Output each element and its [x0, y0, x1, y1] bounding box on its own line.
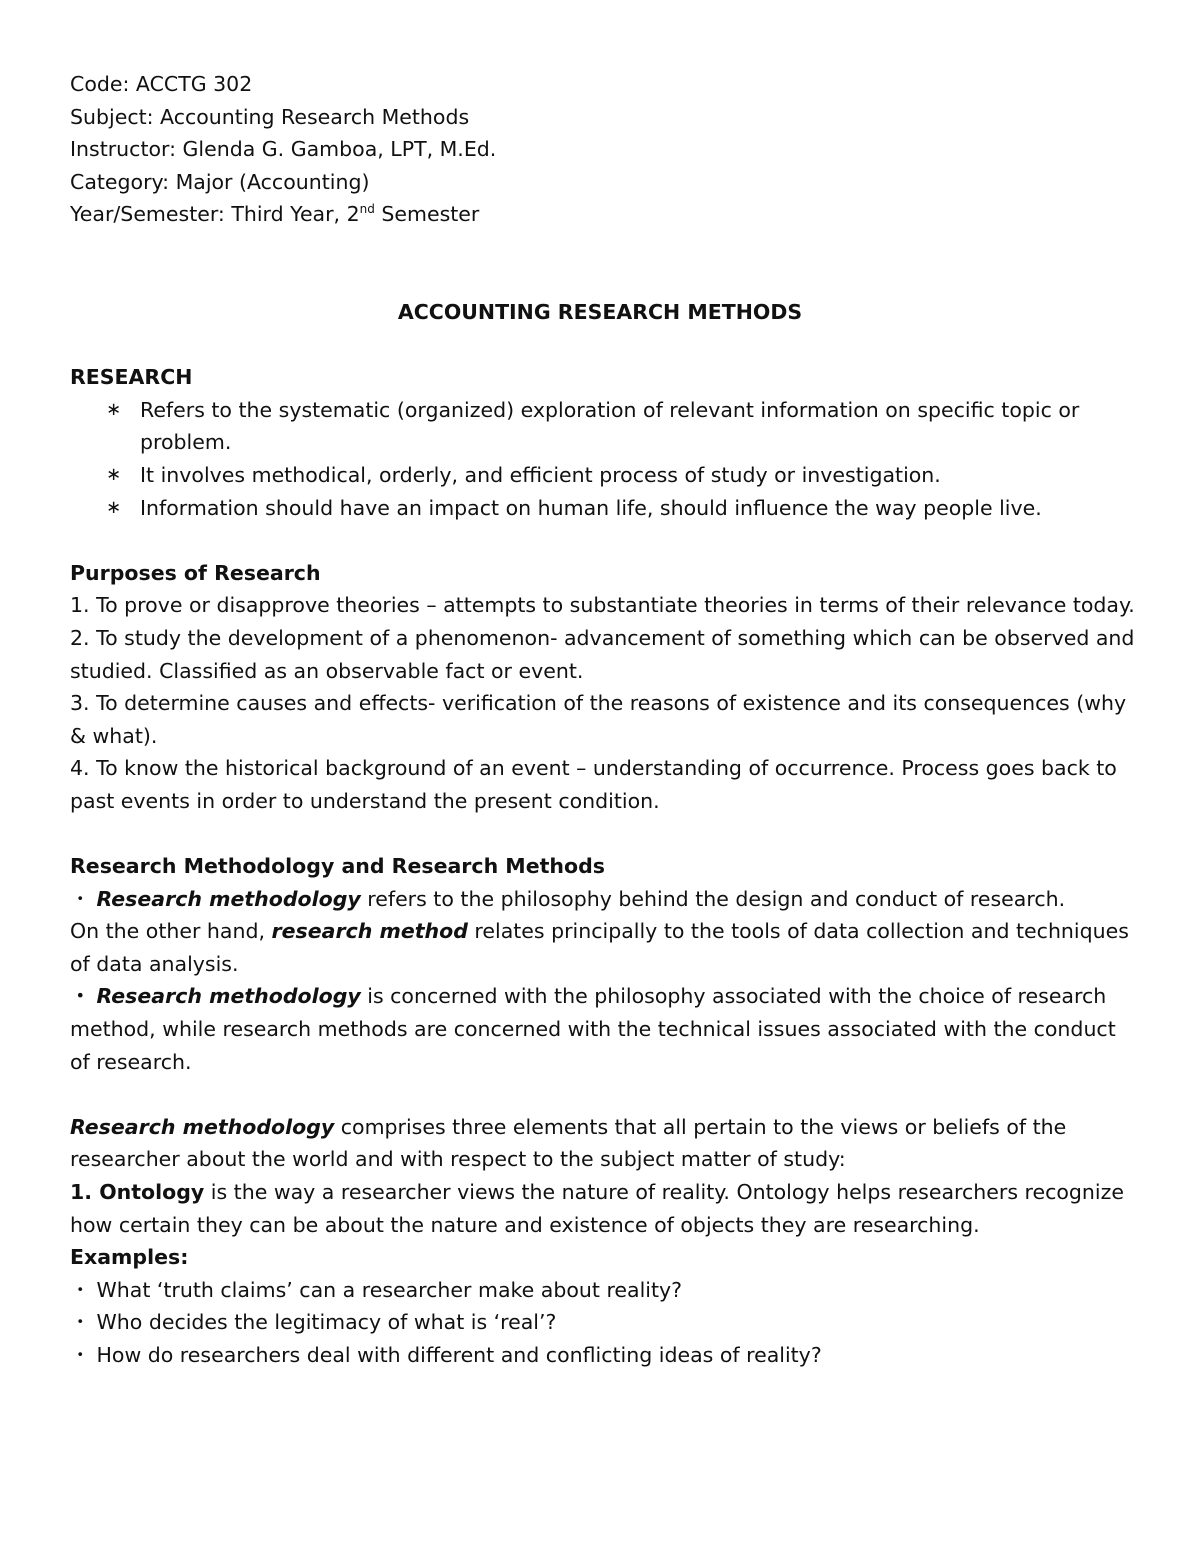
methodology-section [70, 850, 1135, 1078]
methodology-paragraph-3 [70, 980, 1135, 1078]
document-page [70, 68, 1135, 1372]
examples-heading: Examples: [70, 1245, 189, 1270]
course-year-semester [70, 198, 1135, 231]
year-semester-superscript: nd [359, 202, 375, 217]
research-section [70, 361, 1135, 524]
list-item-text: Refers to the systematic (organized) exploration of relevant information on specific topic or problem. [140, 397, 1080, 455]
research-heading: RESEARCH [70, 365, 193, 390]
methodology-heading: Research Methodology and Research Methods [70, 854, 605, 879]
paragraph-text: is concerned with the philosophy associated with the choice of research method, while research methods are concerned with the technical issues associated with the conduct of research. [70, 984, 1116, 1074]
paragraph-text: is the way a researcher views the nature of reality. Ontology helps researchers recognize how certain they can be about the nature and existence of objects they are researching. [70, 1180, 1124, 1237]
example-text: How do researchers deal with different and conflicting ideas of reality? [96, 1342, 822, 1367]
research-list [70, 394, 1135, 524]
example-text: Who decides the legitimacy of what is ‘real’? [96, 1310, 557, 1335]
paragraph-text: refers to the philosophy behind the design and conduct of research. [360, 886, 1066, 911]
methodology-paragraph-1 [70, 883, 1135, 916]
paragraph-text: comprises three elements that all pertain to the views or beliefs of the researcher about the world and with respect to the subject matter of study: [70, 1114, 1067, 1172]
year-semester-prefix: Year/Semester: Third Year, 2 [70, 202, 360, 227]
purpose-item: 2. To study the development of a phenomenon- advancement of something which can be observed and studied. Classified as an observable fact or event. [70, 625, 1135, 683]
dot-bullet-icon: ・ [70, 984, 91, 1009]
paragraph-text: On the other hand, [70, 919, 272, 944]
list-item-text: It involves methodical, orderly, and efficient process of study or investigation. [140, 462, 941, 487]
purpose-item: 1. To prove or disapprove theories – attempts to substantiate theories in terms of their relevance today. [70, 593, 1135, 618]
asterisk-bullet-icon: ∗ [106, 398, 122, 420]
purposes-section [70, 557, 1135, 818]
year-semester-suffix: Semester [374, 202, 480, 227]
methodology-paragraph-2 [70, 915, 1135, 980]
list-item [106, 492, 1135, 525]
term-research-method: research method [271, 919, 468, 944]
course-info [70, 68, 1135, 231]
dot-bullet-icon: ・ [70, 886, 91, 911]
purpose-item: 3. To determine causes and effects- verification of the reasons of existence and its consequences (why & what). [70, 691, 1127, 748]
term-research-methodology: Research methodology [70, 1114, 335, 1139]
paragraph-text: relates principally to the tools of data collection and techniques of data analysis. [70, 919, 1129, 976]
example-item [70, 1274, 1135, 1307]
course-category: Category: Major (Accounting) [70, 169, 370, 194]
list-item [106, 459, 1135, 492]
example-text: What ‘truth claims’ can a researcher make about reality? [96, 1277, 683, 1302]
list-item [106, 394, 1135, 459]
example-item [70, 1339, 1135, 1372]
dot-bullet-icon: ・ [70, 1277, 91, 1302]
document-title: ACCOUNTING RESEARCH METHODS [397, 299, 803, 324]
asterisk-bullet-icon: ∗ [106, 496, 122, 518]
elements-intro [70, 1111, 1135, 1176]
term-research-methodology: Research methodology [96, 886, 361, 911]
asterisk-bullet-icon: ∗ [106, 463, 122, 485]
purpose-item: 4. To know the historical background of an event – understanding of occurrence. Process goes back to past events in order to understand the present condition. [70, 756, 1117, 813]
course-code: Code: ACCTG 302 [70, 72, 253, 96]
elements-section [70, 1111, 1135, 1372]
purposes-heading: Purposes of Research [70, 560, 321, 585]
dot-bullet-icon: ・ [70, 1342, 91, 1367]
list-item-text: Information should have an impact on human life, should influence the way people live. [140, 495, 1042, 520]
example-item [70, 1306, 1135, 1339]
ontology-paragraph [70, 1176, 1135, 1241]
term-research-methodology: Research methodology [96, 984, 361, 1009]
term-ontology: 1. Ontology [70, 1180, 205, 1204]
dot-bullet-icon: ・ [70, 1310, 91, 1335]
course-instructor: Instructor: Glenda G. Gamboa, LPT, M.Ed. [70, 137, 497, 162]
course-subject: Subject: Accounting Research Methods [70, 104, 470, 129]
